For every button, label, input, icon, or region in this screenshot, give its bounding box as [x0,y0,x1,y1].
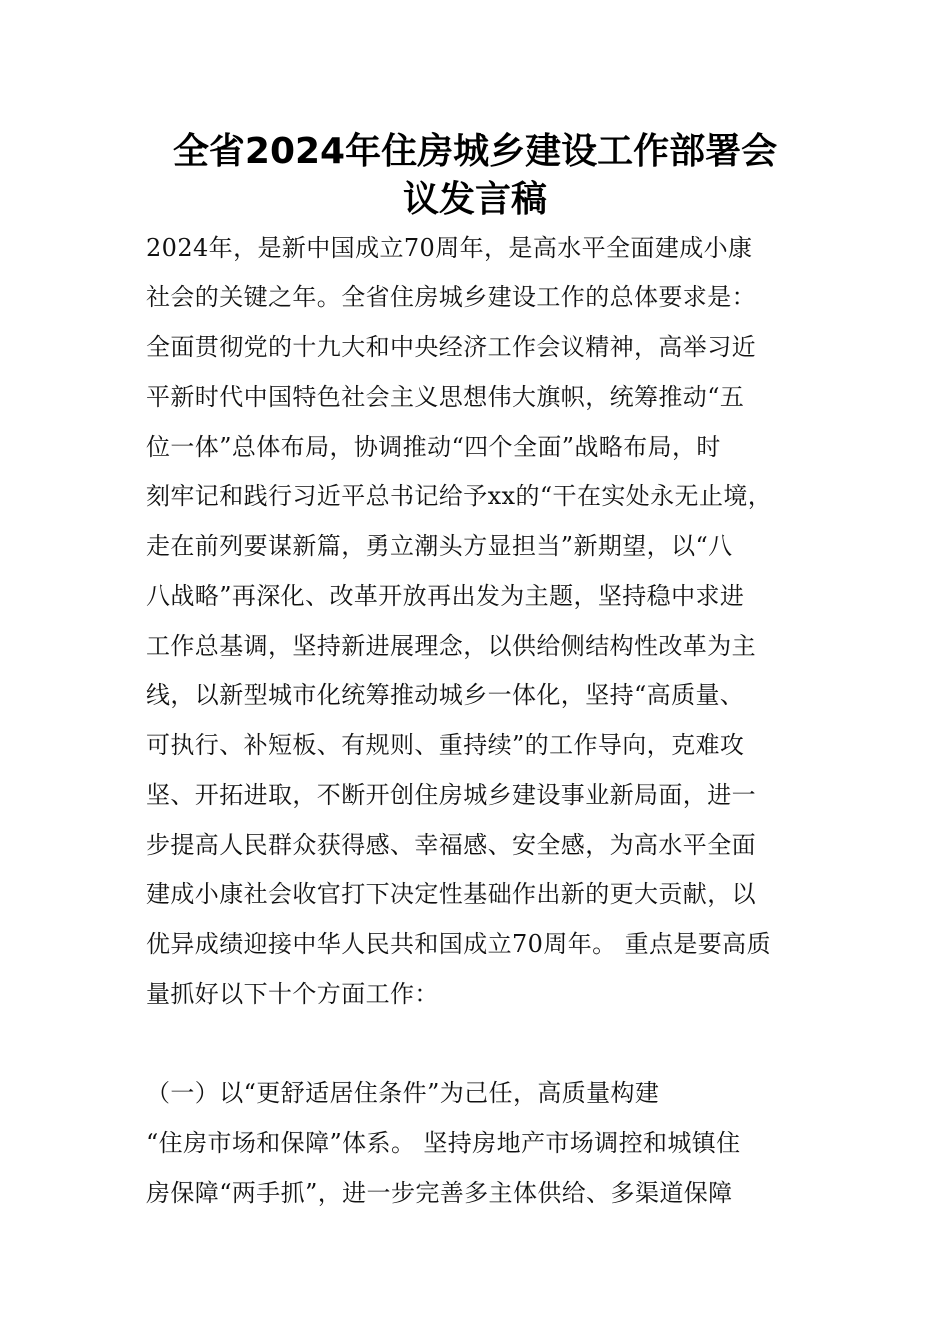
body-line: 位一体”总体布局，协调推动“四个全面”战略布局，时 [146,433,721,461]
body-line: 线，以新型城市化统筹推动城乡一体化，坚持“高质量、 [146,681,745,709]
body-line: 坚、开拓进取，不断开创住房城乡建设事业新局面，进一 [146,781,756,809]
body-line: 八战略”再深化、改革开放再出发为主题，坚持稳中求进 [146,582,745,610]
body-line: 可执行、补短板、有规则、重持续”的工作导向，克难攻 [146,731,745,759]
body-line: 2024年，是新中国成立70周年，是高水平全面建成小康 [146,234,753,262]
body-line: 社会的关键之年。全省住房城乡建设工作的总体要求是： [146,283,756,311]
body-line: 量抓好以下十个方面工作： [146,980,439,1008]
body-line: 建成小康社会收官打下决定性基础作出新的更大贡献，以 [146,880,756,908]
document-title-line-2: 议发言稿 [402,179,547,220]
body-line: 全面贯彻党的十九大和中央经济工作会议精神，高举习近 [146,333,756,361]
body-line: 房保障“两手抓”，进一步完善多主体供给、多渠道保障 [146,1179,733,1207]
body-line: “住房市场和保障”体系。 坚持房地产市场调控和城镇住 [146,1129,741,1157]
body-line: 刻牢记和践行习近平总书记给予xx的“干在实处永无止境， [146,482,773,510]
section-heading-line: （一）以“更舒适居住条件”为己任，高质量构建 [146,1079,660,1107]
body-line: 优异成绩迎接中华人民共和国成立70周年。 重点是要高质 [146,930,771,958]
body-line: 走在前列要谋新篇，勇立潮头方显担当”新期望，以“八 [146,532,733,560]
body-line: 步提高人民群众获得感、幸福感、安全感，为高水平全面 [146,831,756,859]
body-line: 工作总基调，坚持新进展理念，以供给侧结构性改革为主 [146,632,756,660]
body-line: 平新时代中国特色社会主义思想伟大旗帜，统筹推动“五 [146,383,745,411]
document-title-line-1: 全省2024年住房城乡建设工作部署会 [172,131,778,172]
